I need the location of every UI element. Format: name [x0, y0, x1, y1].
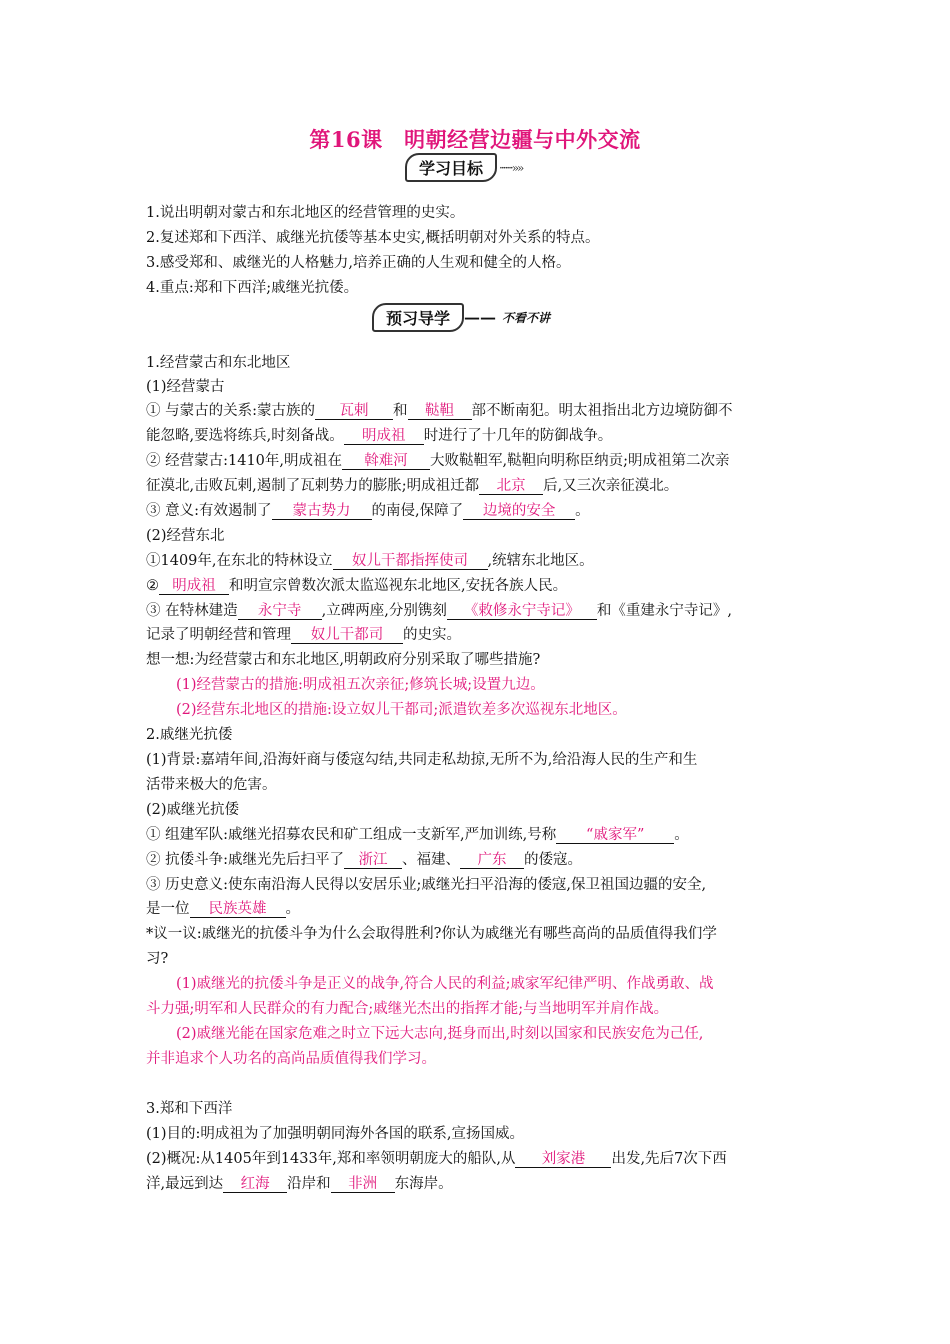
- banner-label: 预习导学: [372, 303, 464, 332]
- banner-dash: ——: [464, 308, 497, 327]
- goal-3: 3.感受郑和、戚继光的人格魅力,培养正确的人生观和健全的人格。: [146, 255, 571, 271]
- text-line: ③ 意义:有效遏制了 蒙古势力 的南侵,保障了 边境的安全 。: [146, 503, 590, 519]
- answer-blank: 鞑靼: [408, 403, 472, 420]
- sub-heading: (2)戚继光抗倭: [146, 802, 240, 818]
- banner-learning-goals: [405, 153, 522, 182]
- section-heading: 3.郑和下西洋: [146, 1101, 233, 1117]
- text-line: ①1409年,在东北的特林设立 奴儿干都指挥使司 ,统辖东北地区。: [146, 553, 594, 569]
- answer-blank: 明成祖: [344, 428, 424, 445]
- answer-text: (1)戚继光的抗倭斗争是正义的战争,符合人民的利益;戚家军纪律严明、作战勇敢、战: [176, 976, 714, 992]
- text-line: ① 组建军队:戚继光招募农民和矿工组成一支新军,严加训练,号称 “戚家军” 。: [146, 827, 689, 843]
- text-line: 征漠北,击败瓦剌,遏制了瓦剌势力的膨胀;明成祖迁都 北京 后,又三次亲征漠北。: [146, 478, 679, 494]
- lesson-title: 第16课 明朝经营边疆与中外交流: [309, 127, 641, 152]
- banner-label: 学习目标: [405, 153, 497, 182]
- goal-4: 4.重点:郑和下西洋;戚继光抗倭。: [146, 280, 359, 296]
- think-question: 想一想:为经营蒙古和东北地区,明朝政府分别采取了哪些措施?: [146, 652, 541, 668]
- text-line: (2)概况:从1405年到1433年,郑和率领明朝庞大的船队,从 刘家港 出发,先后7次下西: [146, 1151, 727, 1167]
- answer-blank: 红海: [223, 1176, 287, 1193]
- text-line: ② 明成祖 和明宣宗曾数次派太监巡视东北地区,安抚各族人民。: [146, 578, 568, 594]
- text-line: 洋,最远到达 红海 沿岸和 非洲 东海岸。: [146, 1176, 453, 1192]
- discuss-question: *议一议:戚继光的抗倭斗争为什么会取得胜利?你认为戚继光有哪些高尚的品质值得我们学: [146, 926, 717, 942]
- answer-blank: 奴儿干都司: [291, 627, 403, 644]
- text-line: (1)目的:明成祖为了加强明朝同海外各国的联系,宣扬国威。: [146, 1126, 525, 1142]
- text-line: 能忽略,要选将练兵,时刻备战。 明成祖 时进行了十几年的防御战争。: [146, 428, 613, 444]
- answer-blank: 民族英雄: [190, 901, 286, 918]
- banner-preview: [372, 303, 550, 332]
- answer-blank: 广东: [460, 852, 524, 869]
- answer-blank: 浙江: [344, 852, 402, 869]
- sub-heading: (1)经营蒙古: [146, 379, 225, 395]
- answer-text: 斗力强;明军和人民群众的有力配合;戚继光杰出的指挥才能;与当地明军并肩作战。: [146, 1001, 669, 1017]
- answer-blank: 边境的安全: [463, 503, 575, 520]
- text-line: ① 与蒙古的关系:蒙古族的 瓦剌 和 鞑靼 部不断南犯。明太祖指出北方边境防御不: [146, 403, 733, 419]
- text-line: 是一位 民族英雄 。: [146, 901, 300, 917]
- answer-text: (2)戚继光能在国家危难之时立下远大志向,挺身而出,时刻以国家和民族安危为己任,: [176, 1026, 704, 1042]
- answer-blank: 奴儿干都指挥使司: [333, 553, 488, 570]
- text-line: ③ 历史意义:使东南沿海人民得以安居乐业;戚继光扫平沿海的倭寇,保卫祖国边疆的安全,: [146, 877, 707, 893]
- sub-heading: (2)经营东北: [146, 528, 225, 544]
- answer-blank: 北京: [479, 478, 543, 495]
- answer-blank: 斡难河: [342, 453, 430, 470]
- goal-2: 2.复述郑和下西洋、戚继光抗倭等基本史实,概括明朝对外关系的特点。: [146, 230, 600, 246]
- answer-text: (1)经营蒙古的措施:明成祖五次亲征;修筑长城;设置九边。: [176, 677, 545, 693]
- answer-blank: 《敕修永宁寺记》: [447, 603, 597, 620]
- text-line: ③ 在特林建造 永宁寺 ,立碑两座,分别镌刻 《敕修永宁寺记》 和《重建永宁寺记》,: [146, 603, 732, 619]
- discuss-question: 习?: [146, 951, 169, 967]
- answer-blank: 蒙古势力: [272, 503, 372, 520]
- answer-blank: 永宁寺: [238, 603, 322, 620]
- arrow-dots-icon: ·······»»: [499, 160, 523, 175]
- answer-text: (2)经营东北地区的措施:设立奴儿干都司;派遣钦差多次巡视东北地区。: [176, 702, 627, 718]
- section-heading: 1.经营蒙古和东北地区: [146, 355, 291, 371]
- answer-blank: 非洲: [331, 1176, 395, 1193]
- answer-blank: 明成祖: [159, 578, 229, 595]
- answer-text: 并非追求个人功名的高尚品质值得我们学习。: [146, 1051, 436, 1067]
- section-heading: 2.戚继光抗倭: [146, 727, 233, 743]
- goal-1: 1.说出明朝对蒙古和东北地区的经营管理的史实。: [146, 205, 465, 221]
- banner-sub: 不看不讲: [502, 311, 551, 325]
- answer-blank: 瓦剌: [315, 403, 393, 420]
- text-line: 记录了明朝经营和管理 奴儿干都司 的史实。: [146, 627, 461, 643]
- answer-blank: 刘家港: [515, 1151, 611, 1168]
- text-line: 活带来极大的危害。: [146, 777, 277, 793]
- text-line: ② 抗倭斗争:戚继光先后扫平了 浙江 、福建、 广东 的倭寇。: [146, 852, 582, 868]
- answer-blank: “戚家军”: [556, 827, 674, 844]
- text-line: ② 经营蒙古:1410年,明成祖在 斡难河 大败鞑靼军,鞑靼向明称臣纳贡;明成祖第二次亲: [146, 453, 730, 469]
- text-line: (1)背景:嘉靖年间,沿海奸商与倭寇勾结,共同走私劫掠,无所不为,给沿海人民的生产和生: [146, 752, 698, 768]
